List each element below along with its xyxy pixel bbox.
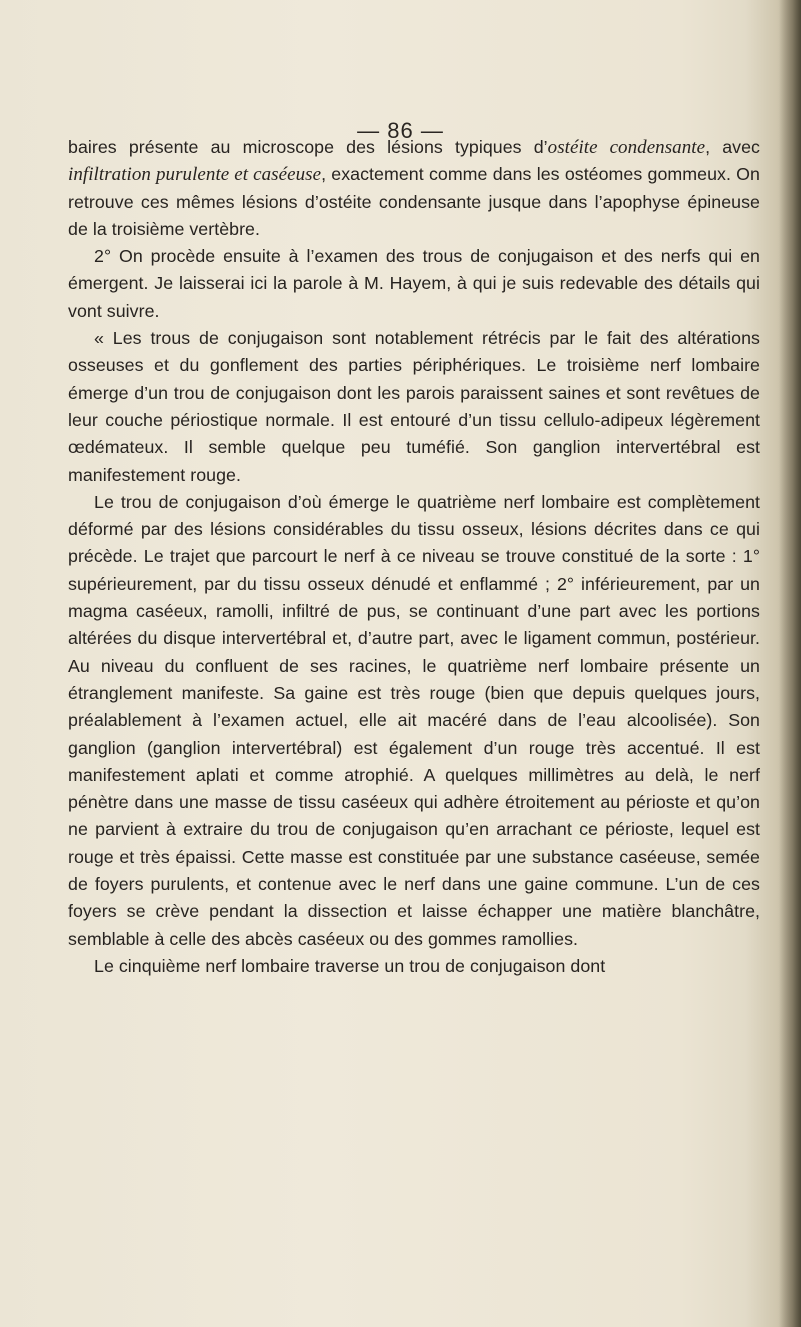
- page-number: — 86 —: [357, 118, 444, 143]
- paragraph-2-run-1: 2° On procède ensuite à l’examen des trous de conjugaison et des nerfs qui en émergent. Je laisserai ici la parole à M. Hayem, à qui je suis redevable des détails qui vont suivre.: [68, 246, 760, 321]
- paragraph-4-run-1: Le trou de conjugaison d’où émerge le quatrième nerf lombaire est complètement déformé par des lésions considérables du tissu osseux, lésions décrites dans ce qui précède. Le trajet que parcourt le nerf à ce niveau se trouve constitué de la sorte : 1° supérieurement, par du tissu osseux dénudé et enflammé ; 2° inférieurement, par un magma caséeux, ramolli, infiltré de pus, se continuant d’une part avec les portions altérées du disque intervertébral et, d’autre part, avec le ligament commun, postérieur. Au niveau du confluent de ses racines, le quatrième nerf lombaire présente un étranglement manifeste. Sa gaine est très rouge (bien que depuis quelques jours, préalablement à l’examen actuel, elle ait macéré dans de l’eau alcoolisée). Son ganglion (ganglion intervertébral) est également d’un rouge très accentué. Il est manifestement aplati et comme atrophié. A quelques millimètres au delà, le nerf pénètre dans une masse de tissu caséeux qui adhère étroitement au périoste et qu’on ne parvient à extraire du trou de conjugaison qu’en arrachant ce périoste, lequel est rouge et très épaissi. Cette masse est constituée par une substance caséeuse, semée de foyers purulents, et contenue avec le nerf dans une gaine commune. L’un de ces foyers se crève pendant la dissection et laisse échapper une matière blanchâtre, semblable à celle des abcès caséeux ou des gommes ramollies.: [68, 491, 760, 949]
- paragraph-1-run-3: , avec: [705, 137, 760, 157]
- paragraph-1-italic-infiltration: infiltration purulente et caséeuse: [68, 164, 322, 186]
- paragraph-2: [68, 243, 760, 325]
- body-text: [68, 134, 760, 980]
- paragraph-3: [68, 325, 760, 489]
- paragraph-4: [68, 489, 760, 953]
- paragraph-5: [68, 953, 760, 980]
- paragraph-3-run-1: « Les trous de conjugaison sont notablement rétrécis par le fait des altérations osseuses et du gonflement des parties périphériques. Le troisième nerf lombaire émerge d’un trou de conjugaison dont les parois paraissent saines et sont revêtues de leur couche périostique normale. Il est entouré d’un tissu cellulo-adipeux légèrement œdémateux. Il semble quelque peu tuméfié. Son ganglion intervertébral est manifestement rouge.: [68, 328, 760, 485]
- paragraph-1-italic-condensante: ostéite condensante: [547, 137, 706, 158]
- paragraph-1-run-1: baires présente au microscope des lésions typiques d’: [68, 137, 548, 157]
- paragraph-5-run-1: Le cinquième nerf lombaire traverse un trou de conjugaison dont: [94, 955, 606, 976]
- paragraph-1: [68, 134, 760, 243]
- paragraph-1-run-5: , exactement comme dans les ostéomes gommeux. On retrouve ces mêmes lésions d’ostéite condensante jusque dans l’apophyse épineuse de la troisième vertèbre.: [68, 164, 760, 239]
- page-edge-shadow: [779, 0, 801, 1327]
